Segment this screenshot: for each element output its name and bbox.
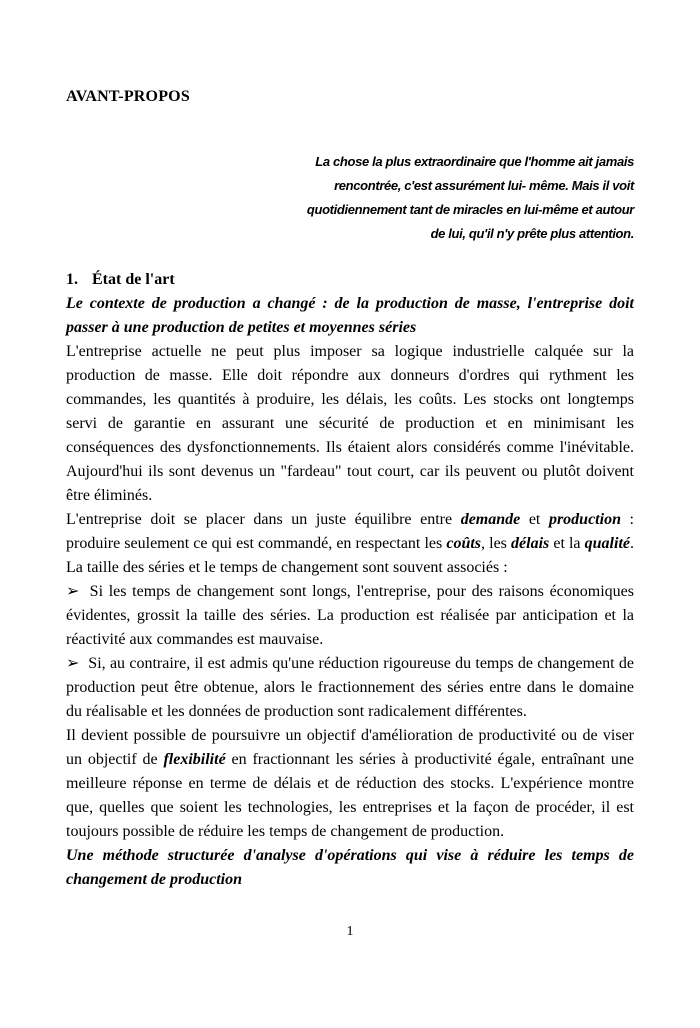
arrow-bullet-icon: ➢	[66, 655, 80, 672]
epigraph-line: quotidiennement tant de miracles en lui-même et autour	[306, 202, 634, 217]
epigraph-line: de lui, qu'il n'y prête plus attention.	[430, 226, 634, 241]
page-number: 1	[346, 924, 354, 939]
page-heading: AVANT-PROPOS	[66, 88, 190, 105]
keyword-qualite: qualité	[584, 535, 630, 552]
text-run: . La taille des séries et le temps de changement sont souvent associés :	[66, 535, 634, 576]
keyword-production: production	[548, 511, 621, 528]
keyword-couts: coûts	[446, 535, 482, 552]
main-content	[66, 268, 634, 892]
text-run: et	[520, 511, 549, 528]
paragraph-flexibility	[66, 724, 634, 844]
epigraph-line: rencontrée, c'est assurément lui- même. Mais il voit	[334, 178, 634, 193]
paragraph-equilibrium	[66, 508, 634, 580]
arrow-bullet-icon: ➢	[66, 583, 80, 600]
epigraph-quote	[234, 150, 634, 246]
paragraph-intro: L'entreprise actuelle ne peut plus imposer sa logique industrielle calquée sur la production de masse. Elle doit répondre aux donneurs d'ordres qui rythment les commandes, les quantités à produire, les délais, les coûts. Les stocks ont longtemps servi de garantie en assurant une sécurité de production et en minimisant les conséquences des dysfonctionnements. Ils étaient alors considérés comme l'inévitable. Aujourd'hui ils sont devenus un "fardeau" tout court, car ils peuvent ou plutôt doivent être éliminés.	[66, 343, 634, 504]
section-number: 1.	[66, 271, 78, 288]
text-run: L'entreprise doit se placer dans un juste équilibre entre	[66, 511, 461, 528]
text-run: Il devient possible de poursuivre un objectif d'amélioration de productivité ou de viser un objectif de	[66, 727, 634, 768]
epigraph-line: La chose la plus extraordinaire que l'homme ait jamais	[315, 154, 634, 169]
bullet-item-long-changeover	[66, 580, 634, 652]
subheading-context: Le contexte de production a changé : de la production de masse, l'entreprise doit passer à une production de petites et moyennes séries	[66, 295, 634, 336]
bullet-text: Si, au contraire, il est admis qu'une réduction rigoureuse du temps de changement de production peut être obtenue, alors le fractionnement des séries entre dans le domaine du réalisable et les données de production sont radicalement différentes.	[66, 655, 634, 720]
section-title-text: État de l'art	[92, 271, 175, 288]
text-run: , les	[481, 535, 512, 552]
bullet-item-short-changeover	[66, 652, 634, 724]
section-title	[66, 268, 634, 292]
subheading-method: Une méthode structurée d'analyse d'opérations qui vise à réduire les temps de changement de production	[66, 847, 634, 888]
text-run: : produire seulement ce qui est commandé, en respectant les	[66, 511, 634, 552]
bullet-text: Si les temps de changement sont longs, l'entreprise, pour des raisons économiques évidentes, grossit la taille des séries. La production est réalisée par anticipation et la réactivité aux commandes est mauvaise.	[66, 583, 634, 648]
text-run: en fractionnant les séries à productivité égale, entraînant une meilleure réponse en terme de délais et de réduction des stocks. L'expérience montre que, quelles que soient les technologies, les entreprises et la façon de procéder, il est toujours possible de réduire les temps de changement de production.	[66, 751, 634, 840]
text-run: et la	[549, 535, 585, 552]
keyword-demande: demande	[460, 511, 521, 528]
keyword-delais: délais	[511, 535, 550, 552]
keyword-flexibilite: flexibilité	[163, 751, 226, 768]
